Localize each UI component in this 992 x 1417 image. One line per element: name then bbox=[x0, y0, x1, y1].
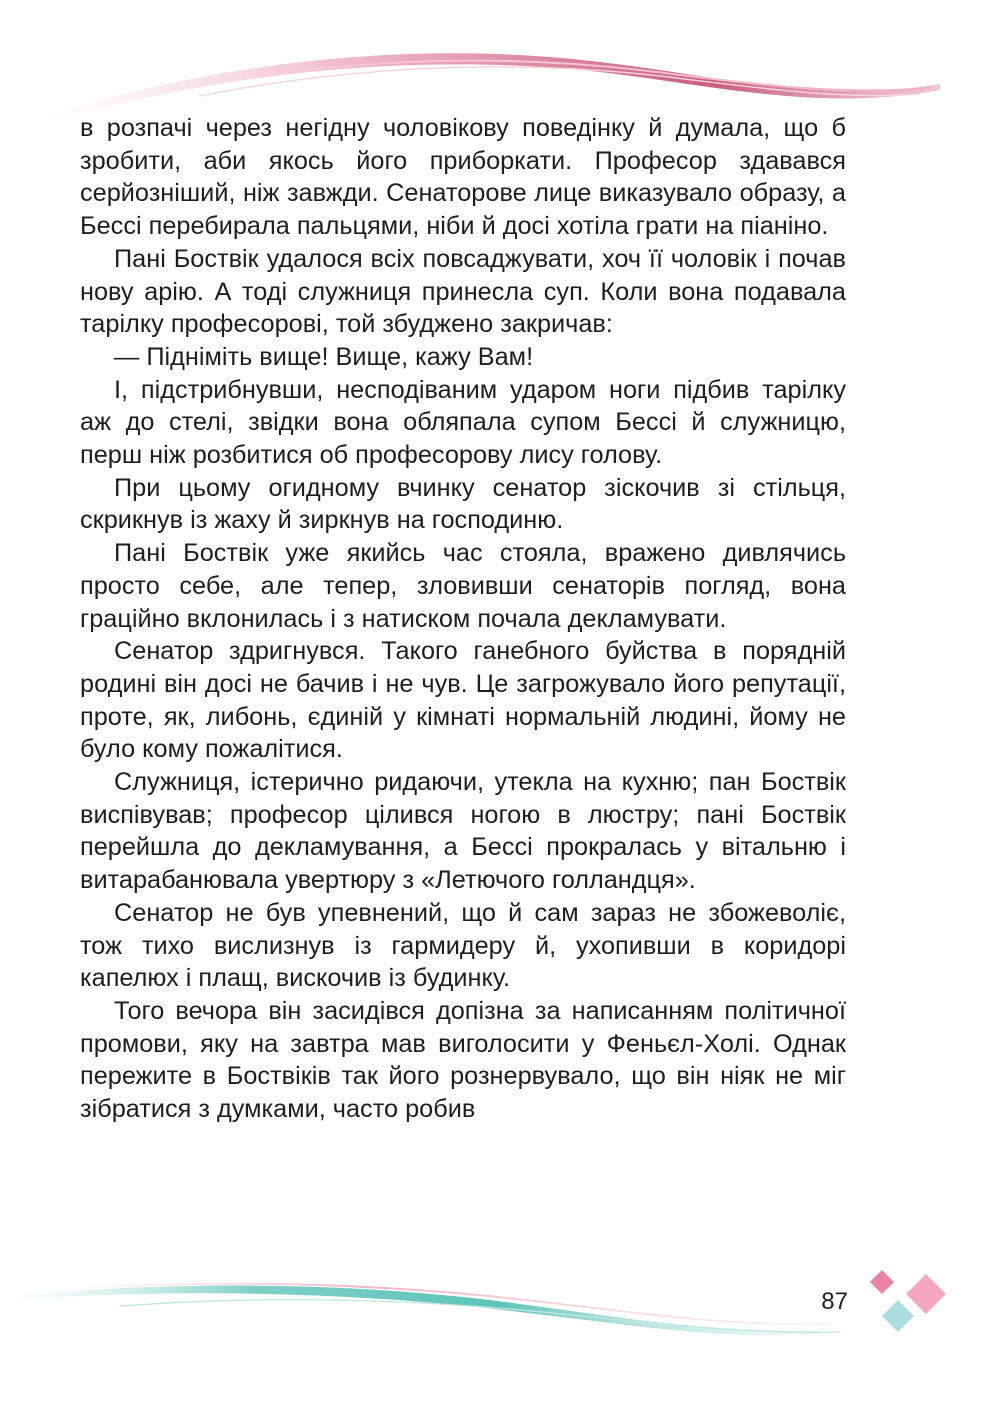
paragraph: При цьому огидному вчинку сенатор зіскочив зі стільця, скрикнув із жаху й зиркнув на господиню. bbox=[80, 473, 846, 535]
paragraph: в розпачі через негідну чоловікову поведінку й думала, що б зробити, аби якось його приборкати. Професор здавався серйозніший, ніж завжди. Сенаторове лице виказувало образу, а Бессі перебирала пальцями, ніби й досі хотіла грати на піаніно. bbox=[80, 114, 846, 241]
paragraph: Сенатор не був упевнений, що й сам зараз не збожеволіє, тож тихо вислизнув із гармидеру й, ухопивши в коридорі капелюх і плащ, вискочив із будинку. bbox=[80, 898, 846, 993]
paragraph: Пані Боствік удалося всіх повсаджувати, хоч її чоловік і почав нову арію. А тоді служниця принесла суп. Коли вона подавала тарілку професорові, той збуджено закричав: bbox=[80, 244, 846, 339]
page-number: 87 bbox=[821, 1288, 848, 1315]
diamond-decoration-icon bbox=[860, 1262, 960, 1342]
paragraph: — Підніміть вище! Вище, кажу Вам! bbox=[114, 342, 534, 371]
paragraph: Того вечора він засидівся допізна за написанням політичної промови, яку на завтра мав виголосити у Феньєл-Холі. Однак пережите в Боствіків так його рознервувало, що він ніяк не міг зібратися з думками, часто робив bbox=[80, 996, 846, 1124]
paragraph: І, підстрибнувши, несподіваним ударом ноги підбив тарілку аж до стелі, звідки вона обляпала супом Бессі й служницю, перш ніж розбитися об професорову лису голову. bbox=[80, 375, 846, 470]
paragraph: Сенатор здригнувся. Такого ганебного буйства в порядній родині він досі не бачив і не чув. Це загрожувало його репутації, проте, як, либонь, єдиній у кімнаті нормальній людині, йому не було кому пожалітися. bbox=[80, 637, 846, 764]
paragraph: Служниця, істерично ридаючи, утекла на кухню; пан Боствік виспівував; професор цілився ногою в люстру; пані Боствік перейшла до декламування, а Бессі прокралась у вітальню і витарабанювала увертюру з «Летючого голландця». bbox=[80, 768, 846, 895]
page-text bbox=[80, 112, 846, 1126]
paragraph: Пані Боствік уже якийсь час стояла, вражено дивлячись просто себе, але тепер, зловивши сенаторів погляд, вона граційно вклонилась і з натиском почала декламувати. bbox=[80, 539, 846, 633]
bottom-wave-decoration bbox=[0, 1260, 992, 1380]
